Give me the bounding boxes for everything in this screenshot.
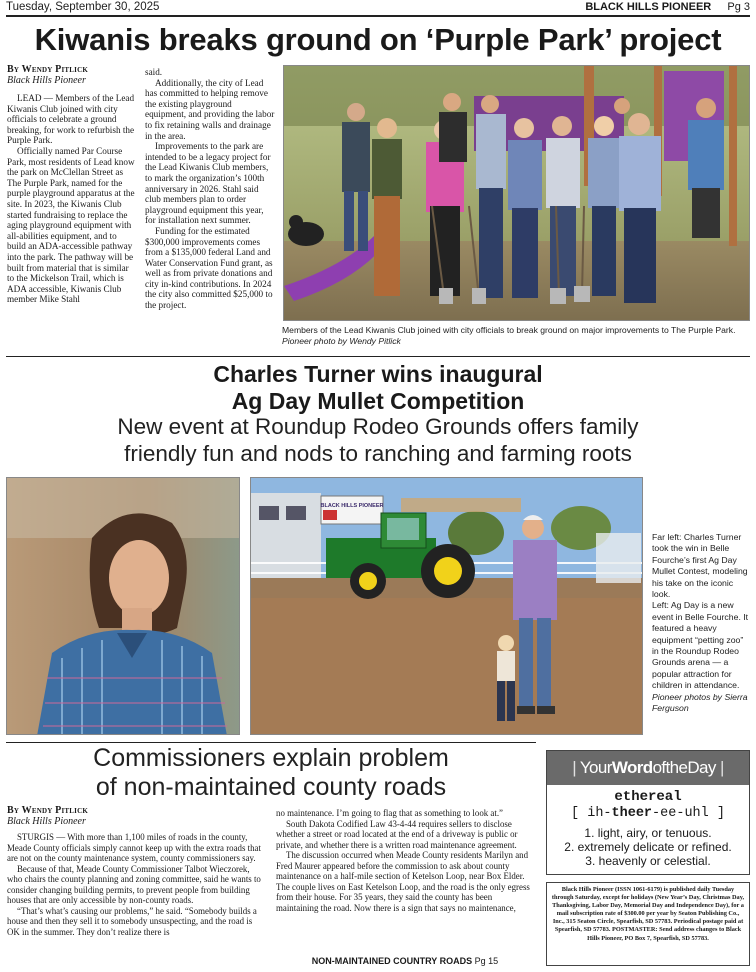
pron-part: [ ih- — [571, 806, 612, 821]
kiwanis-photo-illustration — [284, 66, 750, 321]
ag-day-photo — [250, 477, 643, 735]
paragraph: Officially named Par Course Park, most residents of Lead know the park on McClellan Street as The Purple Park, named for the purple playground apparatus at the site. In 2023, the Kiwanis Club started fundraising to replace the aging playground equipment with all-abilities equipment, and to build an ADA-accessible pathway into the park. The pathway will be built from material that is similar to the Mickelson Trail, which is ADA accessible, Kiwanis Club member Mike Stahl — [7, 145, 135, 305]
photo-credit: Pioneer photo by Wendy Pitlick — [282, 336, 401, 346]
publisher-info-box — [546, 882, 750, 966]
story3-column-1 — [7, 832, 266, 937]
kiwanis-group-photo — [283, 65, 750, 321]
story1-byline: By Wendy Pitlick — [7, 64, 88, 75]
page-date: Tuesday, September 30, 2025 — [6, 1, 160, 13]
story1-headline: Kiwanis breaks ground on ‘Purple Park’ project — [34, 22, 722, 57]
wotd-definitions — [547, 826, 749, 868]
paragraph: Because of that, Meade County Commissioner Talbot Wieczorek, who chairs the county planning and zoning committee, said he wants to consider changing building permits, to prevent people from building houses that are only accessible by non-county roads. — [7, 863, 261, 905]
pron-stress: theer — [611, 806, 653, 821]
pron-part: -ee-uhl ] — [652, 806, 725, 821]
story2-headline-line1: Charles Turner wins inaugural — [213, 361, 543, 387]
masthead-rule — [6, 15, 750, 17]
paragraph: no maintenance. I’m going to flag that as something to look at.” — [276, 808, 503, 818]
story1-source: Black Hills Pioneer — [7, 75, 86, 86]
story2-deck-line2: friendly fun and nods to ranching and farming roots — [124, 441, 632, 466]
paragraph: The discussion occurred when Meade County residents Marilyn and Fred Maurer appeared before the commission to ask about county maintenance on a half-mile section of Ketelson Loop, near Box Elder. The couple lives on East Ketelson Loop, and the road is the only egress from their house. For 35 years, they said the county has been maintaining the road. Now there is a sign that says no maintenance, — [276, 850, 530, 913]
story3-jump[interactable] — [290, 955, 520, 967]
page-number: Pg 3 — [727, 1, 750, 13]
paper-name — [540, 0, 750, 14]
kiwanis-photo-caption — [282, 325, 750, 347]
section-rule — [6, 356, 750, 357]
story2-deck-line1: New event at Roundup Rodeo Grounds offers family — [117, 414, 639, 439]
story3-headline — [6, 744, 536, 802]
paper-title: BLACK HILLS PIONEER — [585, 1, 712, 13]
wotd-label-word: Word — [611, 758, 653, 777]
jump-page: Pg 15 — [474, 956, 499, 966]
paragraph: said. — [145, 67, 163, 77]
paragraph: Funding for the estimated $300,000 improvements comes from a $135,000 federal Land and Water Conservation Fund grant, as well as from private donations and city in-kind contributions. In 2024 the city also committed $25,000 to the project. — [145, 225, 273, 311]
ag-day-photo-illustration — [251, 478, 643, 735]
story2-headline — [6, 361, 750, 415]
story3-byline-block — [7, 805, 267, 828]
word-of-the-day-header: | YourWordoftheDay | — [547, 751, 749, 785]
wotd-word: ethereal — [614, 789, 682, 805]
paragraph: Additionally, the city of Lead has committed to helping remove the existing playground equipment, and providing the labor to fix retaining walls and drainage in the area. — [145, 77, 275, 141]
wotd-definition: 1. light, airy, or tenuous. — [584, 826, 712, 840]
story3-byline: By Wendy Pitlick — [7, 805, 88, 816]
section-rule — [6, 742, 536, 743]
word-of-the-day-box — [546, 750, 750, 875]
mullet-photo-illustration — [7, 478, 240, 735]
story3-column-2 — [276, 808, 534, 913]
publisher-text: Black Hills Pioneer (ISSN 1061-6179) is published daily Tuesday through Saturday, except for holidays (New Year’s Day, Christmas Day, Thanksgiving, Labor Day, Memorial Day and Independence Day), for a mail subscription rate of $300.00 per year by Seaton Publishing Co., Inc., 315 Seaton Circle, Spearfish, SD 57783. Periodical postage paid at Spearfish, SD 57783. POSTMASTER: Send address changes to Black Hills Pioneer, PO Box 7, Spearfish, SD 57783. — [551, 886, 745, 942]
story1-column-2 — [145, 67, 275, 311]
paragraph: LEAD — Members of the Lead Kiwanis Club joined with city officials to celebrate a ground breaking, for work to refurbish the Purple Park. — [7, 93, 135, 146]
story2-headline-line2: Ag Day Mullet Competition — [231, 388, 525, 414]
jump-label: NON-MAINTAINED COUNTRY ROADS — [311, 956, 473, 966]
wotd-definition: 2. extremely delicate or refined. — [564, 840, 732, 854]
caption-part-2: Left: Ag Day is a new event in Belle Fourche. It featured a heavy equipment “petting zoo” in the Roundup Rodeo Grounds arena — a popular attraction for children in attendance. — [652, 600, 749, 691]
story1-byline-block — [7, 64, 135, 87]
paragraph: South Dakota Codified Law 43-4-44 requires sellers to disclose whether a street or road located at the end of a driveway is public or private, and whether there is a written road maintenance agreement. — [276, 818, 518, 850]
paragraph: STURGIS — With more than 1,100 miles of roads in the county, Meade County officials simply cannot keep up with the extra roads that are not on the county maintenance system, county commissioners say. — [7, 832, 261, 863]
paragraph: Improvements to the park are intended to be a legacy project for the Lead Kiwanis Club members, to mark the organization’s 100th anniversary in 2026. Stahl said club members plan to order playground equipment this year, for installation next summer. — [145, 141, 271, 226]
sign-text: BLACK HILLS PIONEER — [320, 503, 384, 509]
story2-deck — [6, 413, 750, 467]
story3-headline-line1: Commissioners explain problem — [93, 744, 449, 772]
wotd-label-your: Your — [579, 758, 612, 777]
story1-column-1 — [7, 93, 135, 305]
wotd-definition: 3. heavenly or celestial. — [585, 854, 711, 868]
paragraph: “That’s what’s causing our problems,” he said. “Somebody builds a house and then they sell it to somebody unsuspecting, and the road is OK in the summer. They don’t realize there is — [7, 905, 257, 937]
caption-text: Members of the Lead Kiwanis Club joined with city officials to break ground on major improvements to The Purple Park. — [282, 325, 736, 335]
wotd-label-rest: oftheDay — [652, 758, 716, 777]
mullet-winner-photo — [6, 477, 240, 735]
caption-part-1: Far left: Charles Turner took the win in Belle Fourche’s first Ag Day Mullet Contest, modeling his take on the iconic look. — [652, 532, 748, 600]
wotd-pronunciation — [547, 805, 749, 823]
story3-source: Black Hills Pioneer — [7, 816, 86, 827]
ag-day-caption — [652, 532, 752, 715]
photo-credit: Pioneer photos by Sierra Ferguson — [652, 691, 748, 714]
story3-headline-line2: of non-maintained county roads — [95, 773, 447, 801]
